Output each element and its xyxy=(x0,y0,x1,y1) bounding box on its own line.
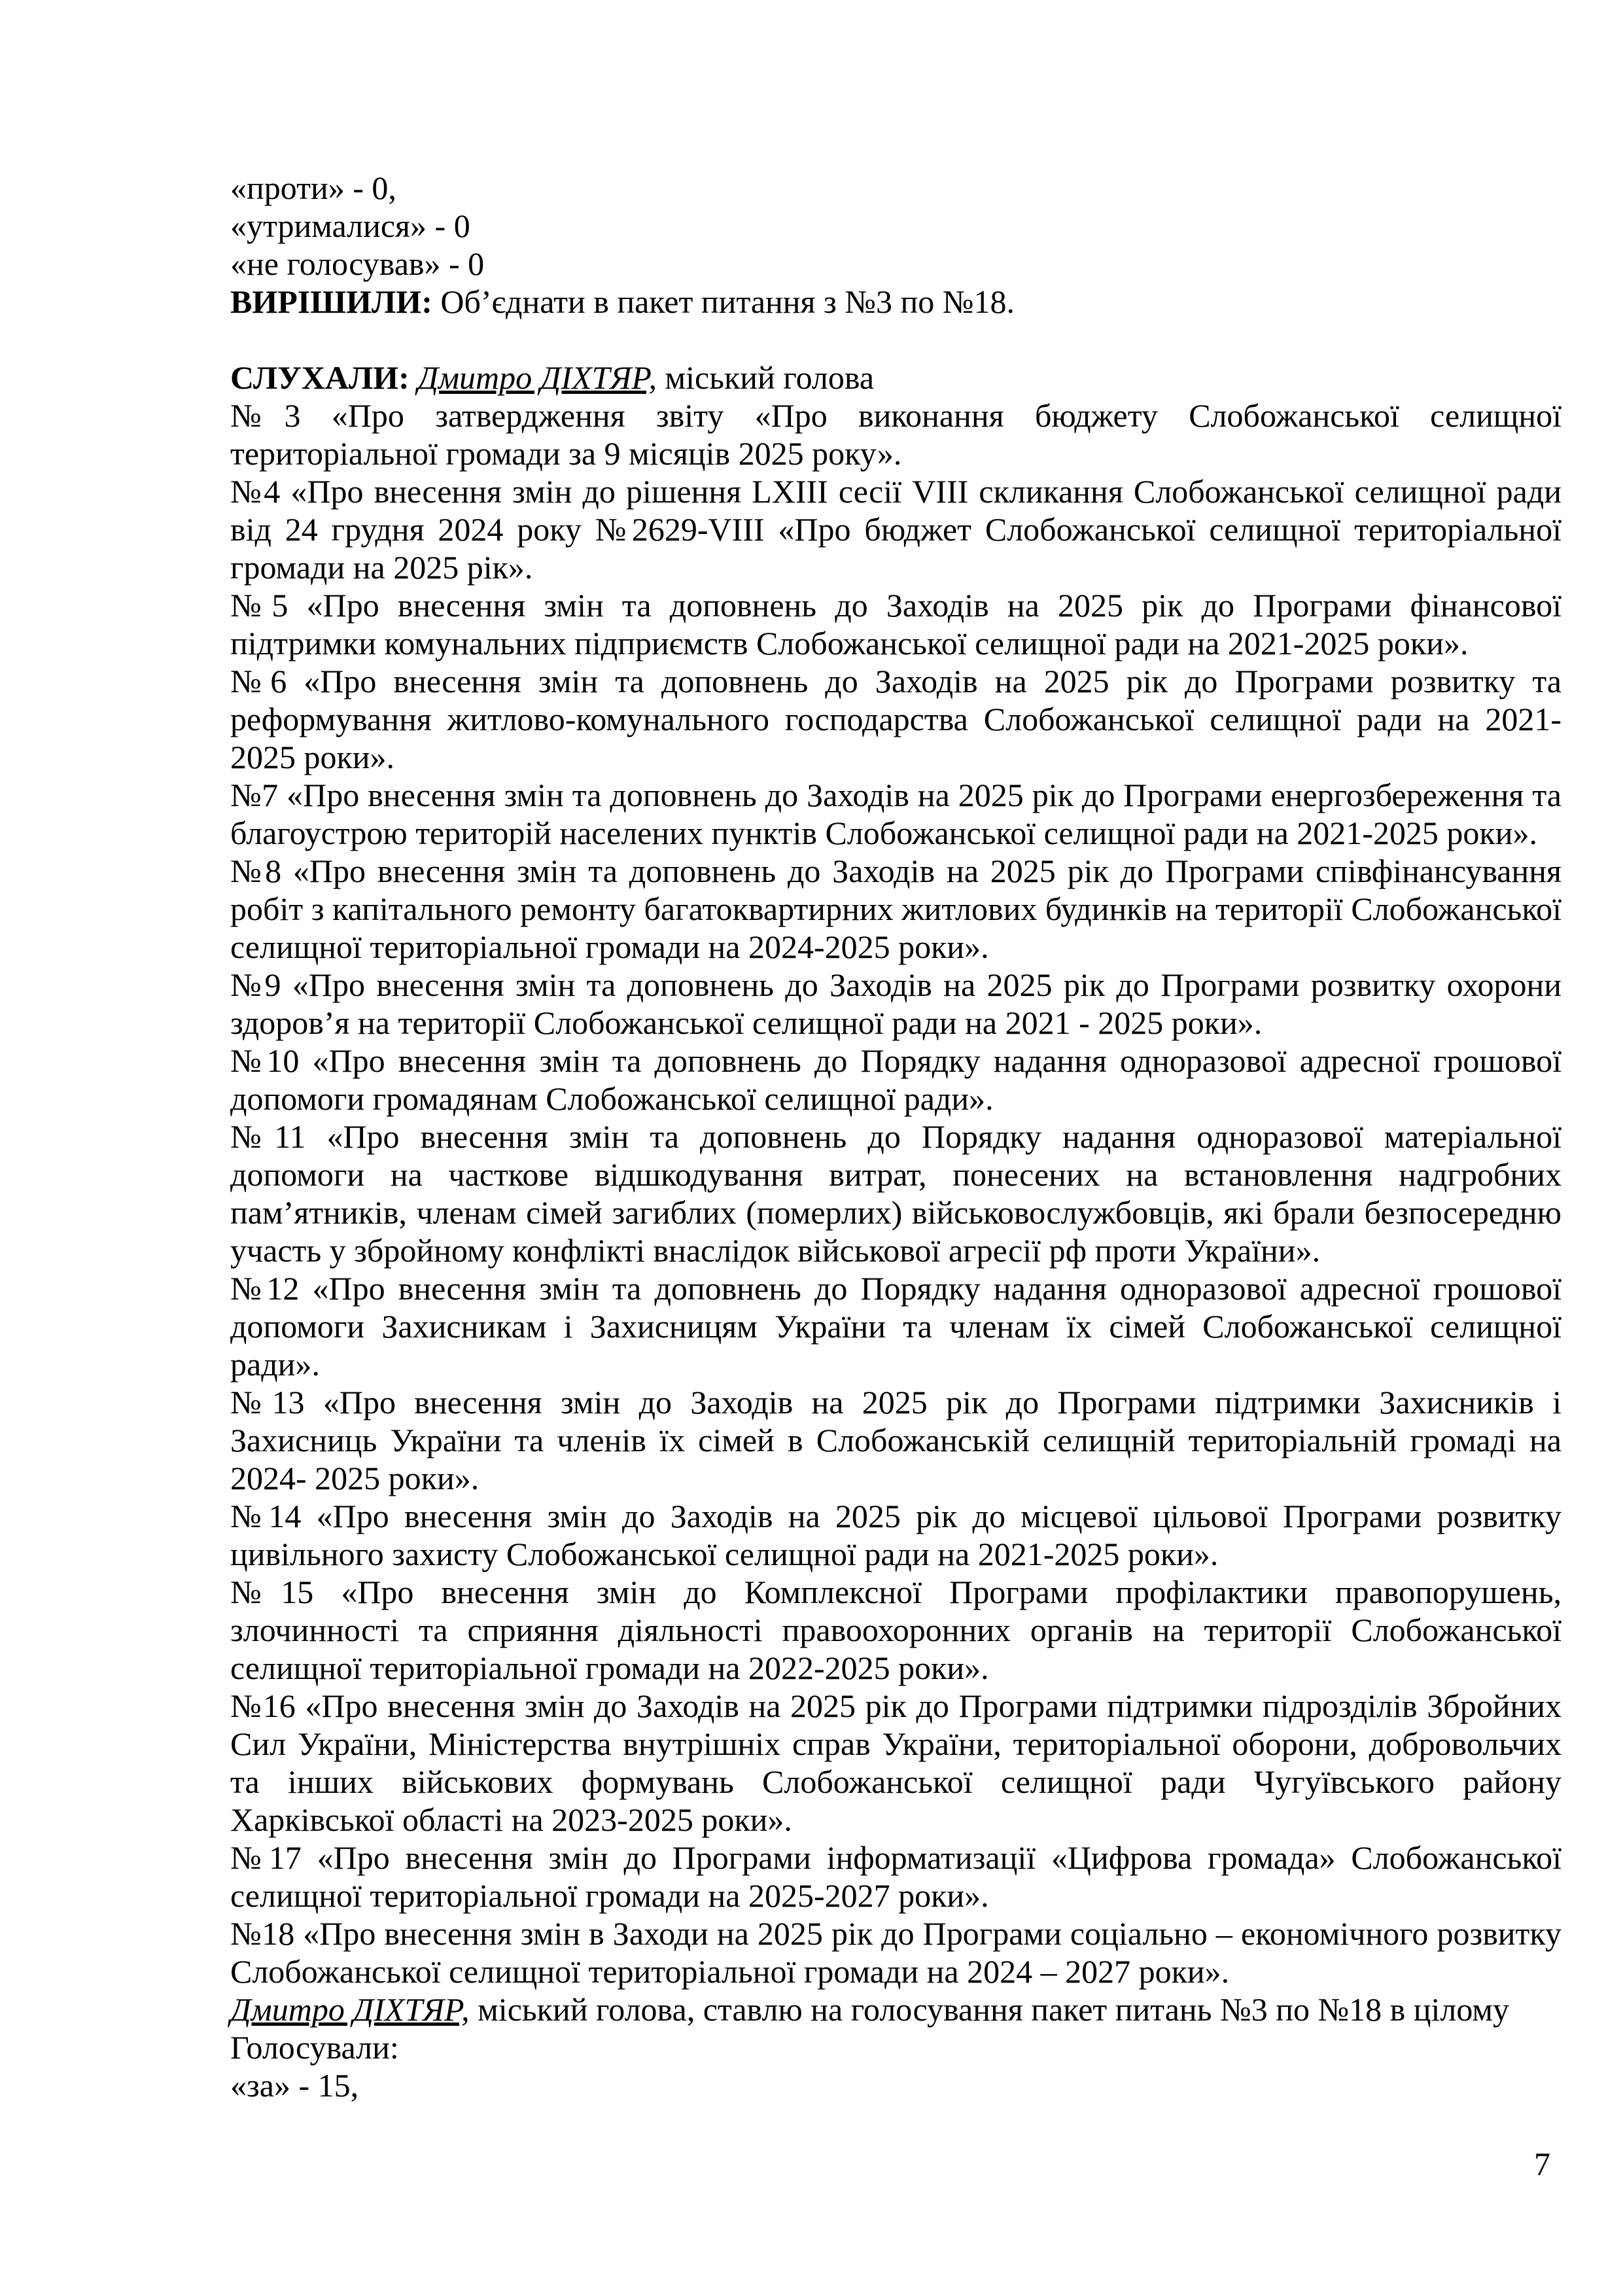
vote-not-voted: «не голосував» - 0 xyxy=(230,245,485,282)
agenda-item-4: №4 «Про внесення змін до рішення LXIII сесії VIII скликання Слобожанської селищної ради від 24 грудня 2024 року №2629-VIII «Про бюджет Слобожанської селищної територіальної громади на 2025 рік». xyxy=(230,473,1562,586)
agenda-item-17: №17 «Про внесення змін до Програми інформатизації «Цифрова громада» Слобожанської селищної територіальної громади на 2025-2027 роки». xyxy=(230,1839,1562,1914)
agenda-item-10: №10 «Про внесення змін та доповнень до Порядку надання одноразової адресної грошової допомоги громадянам Слобожанської селищної ради». xyxy=(230,1042,1562,1117)
page-number: 7 xyxy=(1534,2146,1550,2182)
speaker-role: міський голова xyxy=(656,359,875,396)
document-page xyxy=(230,169,1562,2104)
agenda-item-16: №16 «Про внесення змін до Заходів на 2025 рік до Програми підтримки підрозділів Збройних Сил України, Міністерства внутрішніх справ України, територіальної оборони, добровольчих та інших військових формувань Слобожанської селищної ради Чугуївського району Харківської області на 2023-2025 роки». xyxy=(230,1687,1562,1838)
vote-abstained: «утрималися» - 0 xyxy=(230,207,470,244)
vote-for: «за» - 15, xyxy=(230,2067,359,2104)
agenda-item-7: №7 «Про внесення змін та доповнень до Заходів на 2025 рік до Програми енергозбереження та благоустрою територій населених пунктів Слобожанської селищної ради на 2021-2025 роки». xyxy=(230,777,1562,851)
heard-line xyxy=(230,359,1562,397)
proposal-line xyxy=(230,1990,1562,2028)
decision-label: ВИРІШИЛИ: xyxy=(230,283,432,320)
agenda-item-9: №9 «Про внесення змін та доповнень до Заходів на 2025 рік до Програми розвитку охорони здоров’я на території Слобожанської селищної ради на 2021 - 2025 роки». xyxy=(230,966,1562,1041)
speaker-name: Дмитро ДІХТЯР, xyxy=(417,359,657,396)
spacer xyxy=(230,321,1562,359)
agenda-item-14: №14 «Про внесення змін до Заходів на 2025 рік до місцевої цільової Програми розвитку цивільного захисту Слобожанської селищної ради на 2021-2025 роки». xyxy=(230,1498,1562,1572)
proposal-speaker: Дмитро ДІХТЯР, xyxy=(230,1991,470,2028)
heard-label: СЛУХАЛИ: xyxy=(230,359,410,396)
vote-against: «проти» - 0, xyxy=(230,169,396,206)
agenda-item-8: №8 «Про внесення змін та доповнень до Заходів на 2025 рік до Програми співфінансування робіт з капітального ремонту багатоквартирних житлових будинків на території Слобожанської селищної територіальної громади на 2024-2025 роки». xyxy=(230,853,1562,965)
agenda-item-11: №11 «Про внесення змін та доповнень до Порядку надання одноразової матеріальної допомоги на часткове відшкодування витрат, понесених на встановлення надгробних пам’ятників, членам сімей загиблих (померлих) військовослужбовців, які брали безпосередню участь у збройному конфлікті внаслідок військової агресії рф проти України». xyxy=(230,1118,1562,1269)
decision xyxy=(230,283,1562,321)
agenda-item-18: №18 «Про внесення змін в Заходи на 2025 рік до Програми соціально – економічного розвитку Слобожанської селищної територіальної громади на 2024 – 2027 роки». xyxy=(230,1915,1562,1990)
agenda-item-6: №6 «Про внесення змін та доповнень до Заходів на 2025 рік до Програми розвитку та реформування житлово-комунального господарства Слобожанської селищної ради на 2021-2025 роки». xyxy=(230,663,1562,775)
agenda-item-5: №5 «Про внесення змін та доповнень до Заходів на 2025 рік до Програми фінансової підтримки комунальних підприємств Слобожанської селищної ради на 2021-2025 роки». xyxy=(230,587,1562,662)
agenda-item-15: №15 «Про внесення змін до Комплексної Програми профілактики правопорушень, злочинності та сприяння діяльності правоохоронних органів на території Слобожанської селищної територіальної громади на 2022-2025 роки». xyxy=(230,1574,1562,1686)
agenda-item-13: №13 «Про внесення змін до Заходів на 2025 рік до Програми підтримки Захисників і Захисниць України та членів їх сімей в Слобожанській селищній територіальній громаді на 2024- 2025 роки». xyxy=(230,1384,1562,1496)
decision-text: Об’єднати в пакет питання з №3 по №18. xyxy=(432,283,1015,320)
voted-label: Голосували: xyxy=(230,2029,399,2066)
proposal-text: міський голова, ставлю на голосування пакет питань №3 по №18 в цілому xyxy=(469,1991,1510,2028)
agenda-item-12: №12 «Про внесення змін та доповнень до Порядку надання одноразової адресної грошової допомоги Захисникам і Захисницям України та членам їх сімей Слобожанської селищної ради». xyxy=(230,1270,1562,1383)
agenda-item-3: №3 «Про затвердження звіту «Про виконання бюджету Слобожанської селищної територіальної громади за 9 місяців 2025 року». xyxy=(230,397,1562,472)
